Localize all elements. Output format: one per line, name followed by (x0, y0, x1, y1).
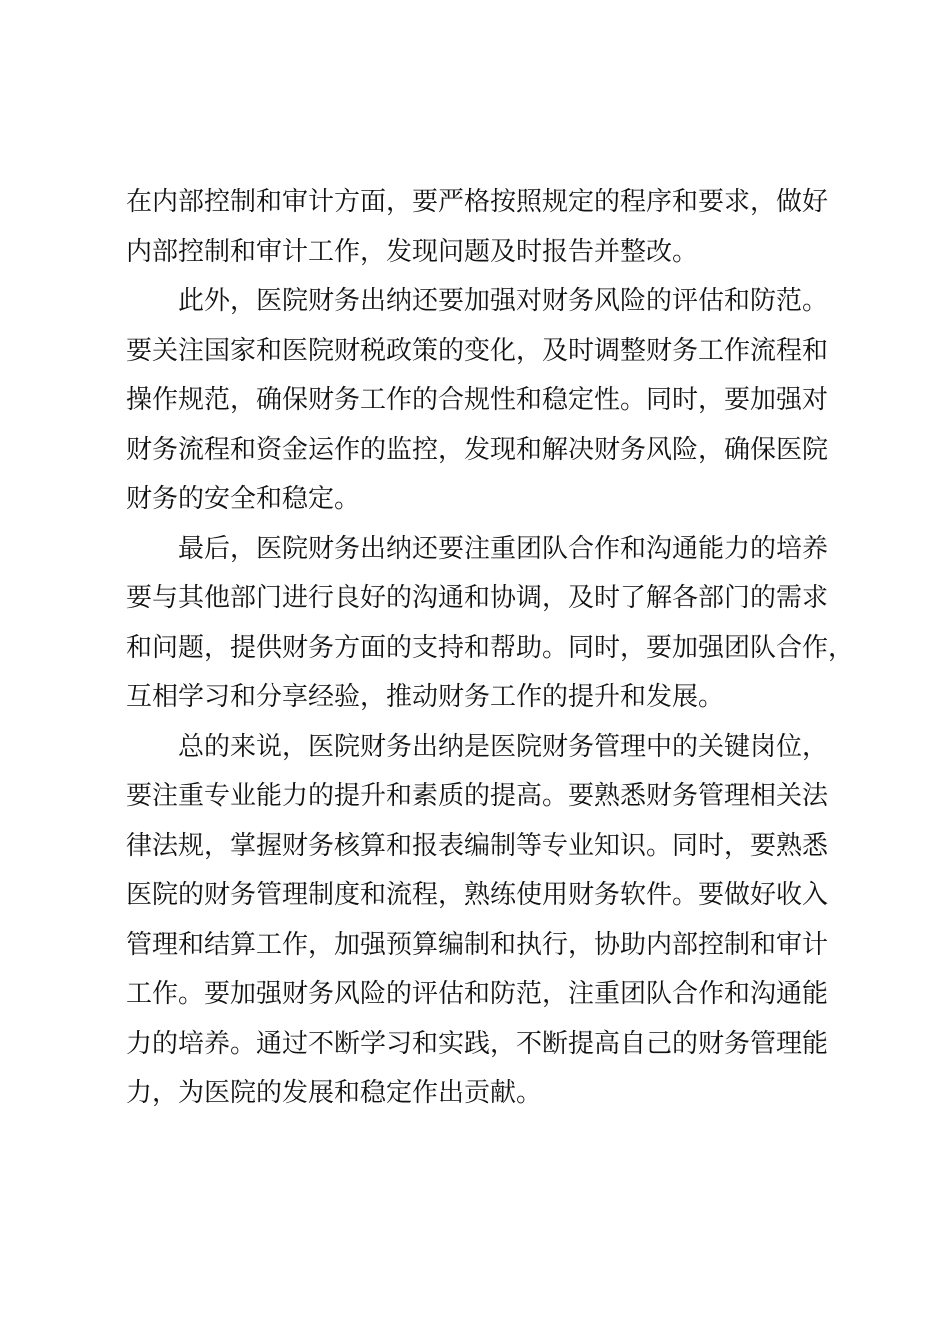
text-line: 工作。要加强财务风险的评估和防范，注重团队合作和沟通能 (126, 979, 829, 1009)
paragraph-summary (126, 723, 836, 1119)
text-line: 要注重专业能力的提升和素质的提高。要熟悉财务管理相关法 (126, 781, 829, 811)
text-line: 财务的安全和稳定。 (126, 484, 361, 514)
text-line: 财务流程和资金运作的监控，发现和解决财务风险，确保医院 (126, 434, 829, 465)
text-line: 医院的财务管理制度和流程，熟练使用财务软件。要做好收入 (126, 880, 829, 910)
text-line: 管理和结算工作，加强预算编制和执行，协助内部控制和审计 (126, 929, 829, 960)
paragraph-teamwork (126, 525, 855, 723)
text-line: 此外，医院财务出纳还要加强对财务风险的评估和防范。 (178, 286, 829, 316)
text-line: 和问题，提供财务方面的支持和帮助。同时，要加强团队合作， (126, 632, 855, 663)
document-body (126, 178, 855, 1119)
text-line: 操作规范，确保财务工作的合规性和稳定性。同时，要加强对 (126, 385, 829, 415)
text-line: 律法规，掌握财务核算和报表编制等专业知识。同时，要熟悉 (126, 830, 829, 861)
text-line: 内部控制和审计工作，发现问题及时报告并整改。 (126, 236, 699, 267)
text-line: 要关注国家和医院财税政策的变化，及时调整财务工作流程和 (126, 335, 829, 366)
text-line: 力，为医院的发展和稳定作出贡献。 (126, 1078, 543, 1108)
text-line: 互相学习和分享经验，推动财务工作的提升和发展。 (126, 682, 725, 712)
text-line: 最后，医院财务出纳还要注重团队合作和沟通能力的培养 (178, 533, 829, 564)
paragraph-financial-risk (126, 277, 836, 525)
text-line: 要与其他部门进行良好的沟通和协调，及时了解各部门的需求 (126, 583, 829, 613)
paragraph-internal-control (126, 178, 836, 277)
text-line: 总的来说，医院财务出纳是医院财务管理中的关键岗位， (178, 731, 829, 762)
text-line: 在内部控制和审计方面，要严格按照规定的程序和要求，做好 (126, 187, 829, 217)
text-line: 力的培养。通过不断学习和实践，不断提高自己的财务管理能 (126, 1028, 829, 1059)
